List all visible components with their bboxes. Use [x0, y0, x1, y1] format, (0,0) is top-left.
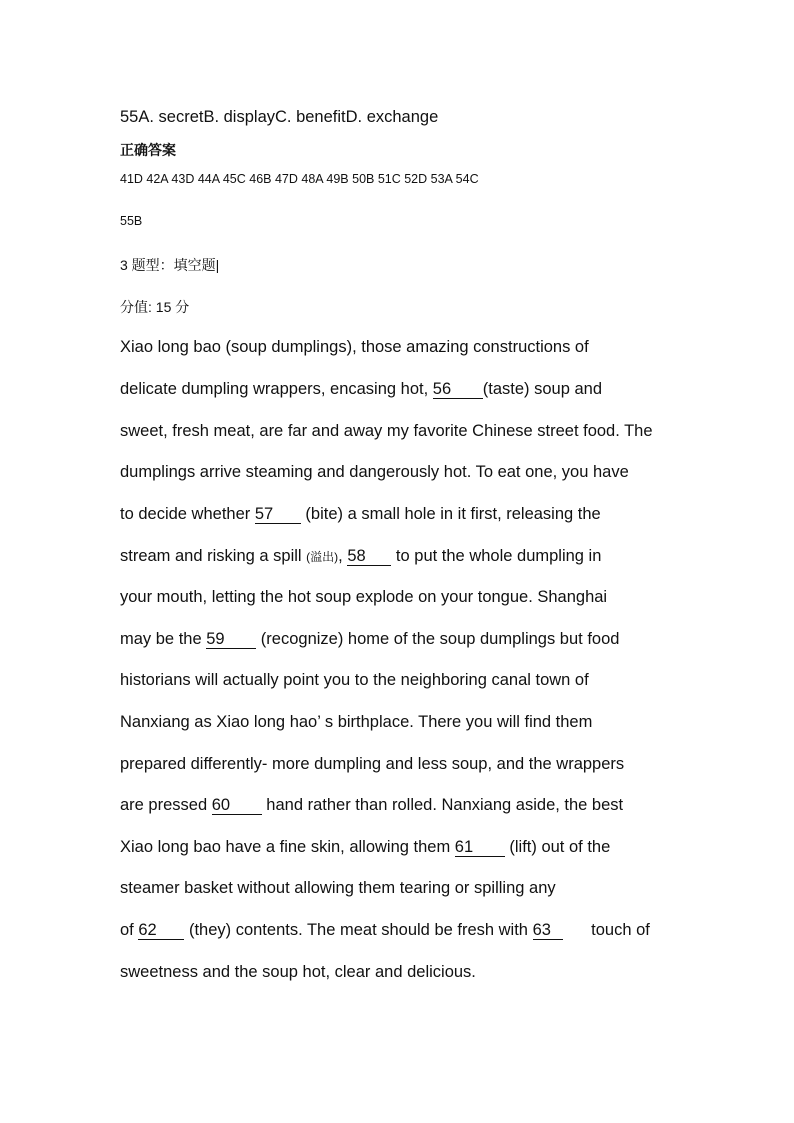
question-type: 3 题型：填空题| — [120, 257, 220, 273]
blank-59: 59 — [206, 631, 256, 649]
passage-line: Nanxiang as Xiao long hao’ s birthplace. There you will find them — [120, 713, 593, 731]
blank-63: 63 — [533, 922, 563, 940]
blank-62: 62 — [138, 922, 184, 940]
passage-line: may be the 59 (recognize) home of the soup dumplings but food — [120, 630, 620, 648]
passage-line: sweetness and the soup hot, clear and delicious. — [120, 963, 476, 981]
passage-line: your mouth, letting the hot soup explode on your tongue. Shanghai — [120, 588, 608, 606]
answer-key-line-2: 55B — [120, 214, 143, 228]
q55-options: 55A. secretB. displayC. benefitD. exchange — [120, 108, 439, 126]
passage-line: stream and risking a spill (溢出), 58 to put the whole dumpling in — [120, 547, 602, 565]
passage-line: to decide whether 57 (bite) a small hole in it first, releasing the — [120, 505, 601, 523]
passage-line: Xiao long bao have a fine skin, allowing them 61 (lift) out of the — [120, 838, 611, 856]
blank-56: 56 — [433, 381, 483, 399]
passage-line: of 62 (they) contents. The meat should be fresh with 63 touch of — [120, 921, 650, 939]
passage-line: historians will actually point you to the neighboring canal town of — [120, 671, 589, 689]
passage-line: are pressed 60 hand rather than rolled. Nanxiang aside, the best — [120, 796, 624, 814]
chinese-gloss: (溢出) — [306, 550, 339, 564]
passage-line: delicate dumpling wrappers, encasing hot, 56 (taste) soup and — [120, 380, 603, 398]
question-score: 分值: 15 分 — [120, 299, 190, 315]
passage-line: steamer basket without allowing them tearing or spilling any — [120, 879, 556, 897]
passage-line: prepared differently- more dumpling and less soup, and the wrappers — [120, 755, 625, 773]
blank-58: 58 — [347, 548, 391, 566]
answer-key-line-1: 41D 42A 43D 44A 45C 46B 47D 48A 49B 50B 51C 52D 53A 54C — [120, 172, 479, 186]
blank-60: 60 — [212, 797, 262, 815]
blank-61: 61 — [455, 839, 505, 857]
passage-line: dumplings arrive steaming and dangerously hot. To eat one, you have — [120, 463, 629, 481]
blank-57: 57 — [255, 506, 301, 524]
answer-heading: 正确答案 — [120, 142, 176, 158]
passage-line: sweet, fresh meat, are far and away my favorite Chinese street food. The — [120, 422, 653, 440]
passage-line: Xiao long bao (soup dumplings), those amazing constructions of — [120, 338, 589, 356]
